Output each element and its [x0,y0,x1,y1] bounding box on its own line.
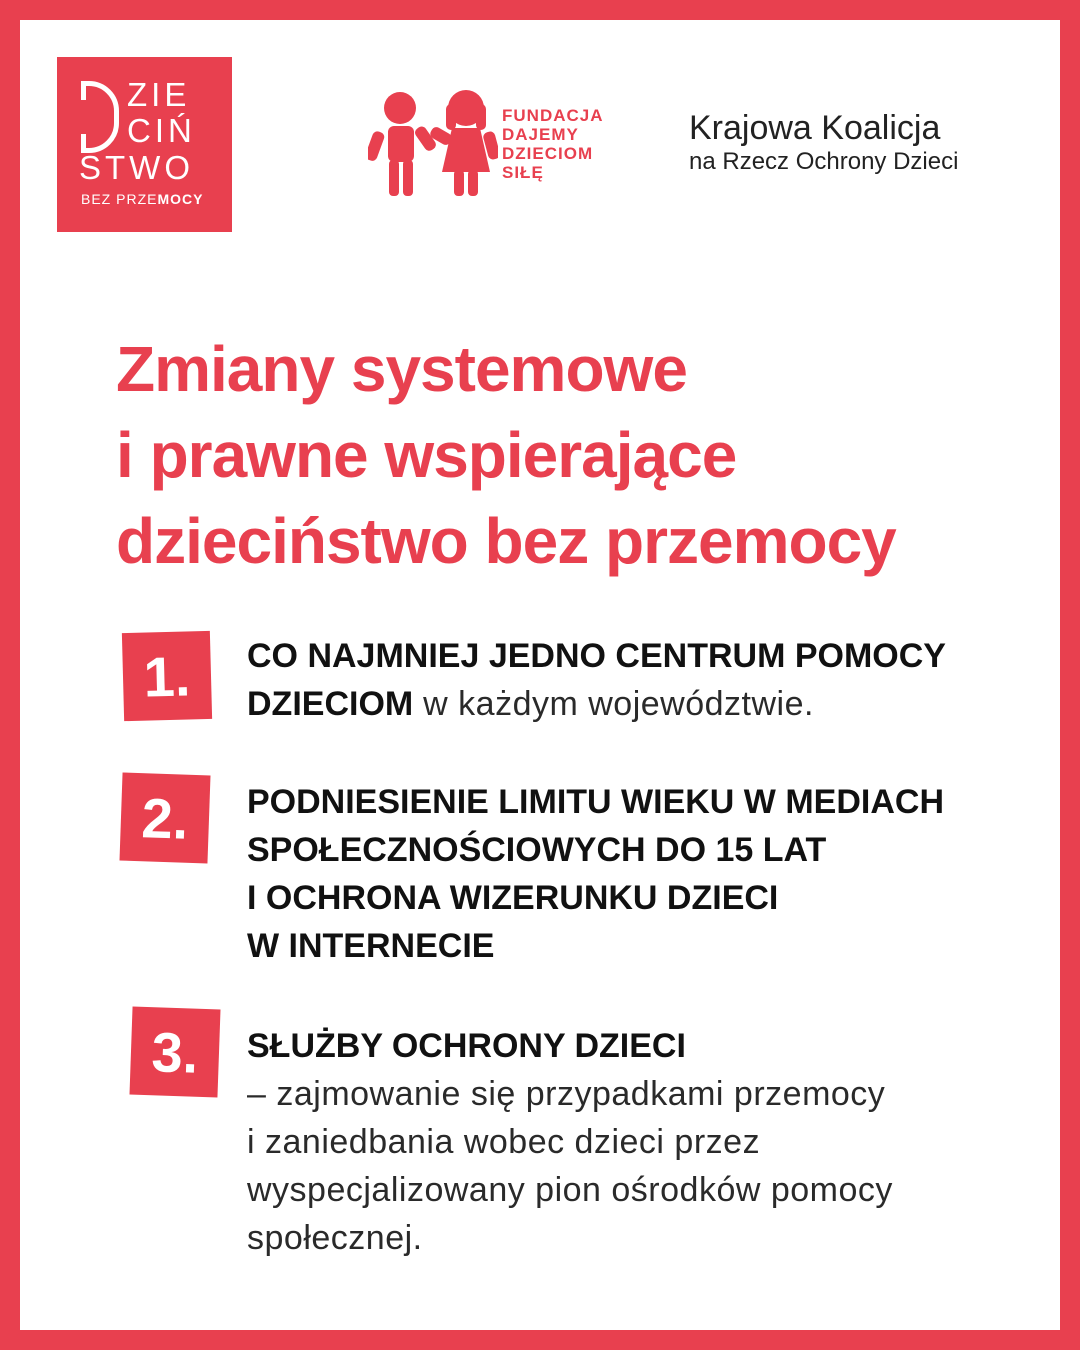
item-1-last-line [247,680,946,728]
item-2-bold-line-4: W INTERNECIE [247,927,495,965]
logo-sub-bold: MOCY [157,191,204,207]
item-3-text-line-2: i zaniedbania wobec dzieci przez [247,1123,761,1161]
item-2-bold-line-1: PODNIESIENIE LIMITU WIEKU W MEDIACH [247,783,944,821]
fundacja-line-1: FUNDACJA [502,106,604,125]
item-2-bold-line-2: SPOŁECZNOŚCIOWYCH DO 15 LAT [247,831,827,869]
koalicja-line-1: Krajowa Koalicja [689,109,941,147]
title-line-1: Zmiany systemowe [116,333,687,405]
logo-dziecinstwo-bez-przemocy [57,57,232,232]
item-2-text [247,778,944,970]
item-1-bold-line-1: CO NAJMNIEJ JEDNO CENTRUM POMOCY [247,637,946,675]
item-1-tail-text: w każdym województwie. [413,685,814,723]
item-3-text [247,1022,893,1262]
logo-fundacja-dajemy-dzieciom-sile [368,82,638,202]
logo-line-3: STWO [79,149,194,186]
item-3-text-line-3: wyspecjalizowany pion ośrodków pomocy [247,1171,893,1209]
fundacja-name [502,106,604,182]
item-3-text-line-4: społecznej. [247,1219,423,1257]
number-badge-2: 2. [119,772,210,863]
item-3-bold-line-1: SŁUŻBY OCHRONY DZIECI [247,1027,686,1065]
number-badge-3: 3. [129,1006,220,1097]
item-1-bold-tail: DZIECIOM [247,685,414,723]
item-1-text [247,632,946,728]
logo-line-2: CIŃ [127,112,196,149]
fundacja-line-2: DAJEMY [502,125,579,144]
koalicja-line-2: na Rzecz Ochrony Dzieci [689,148,959,175]
title-line-3: dzieciństwo bez przemocy [116,505,896,577]
item-2-bold-line-3: I OCHRONA WIZERUNKU DZIECI [247,879,779,917]
page-title [116,326,896,584]
title-line-2: i prawne wspierające [116,419,737,491]
children-holding-hands-icon [368,82,498,202]
fundacja-line-3: DZIECIOM [502,144,594,163]
poster-card [20,20,1060,1330]
logo-sub-regular: BEZ PRZE [81,191,158,207]
fundacja-line-4: SIŁĘ [502,163,544,182]
logo-krajowa-koalicja [689,108,958,176]
number-badge-1: 1. [122,631,212,721]
logo-line-1: ZIE [127,76,191,113]
item-3-text-line-1: – zajmowanie się przypadkami przemocy [247,1075,886,1113]
letter-d-shape [81,81,119,153]
logo-subtitle [81,191,203,207]
